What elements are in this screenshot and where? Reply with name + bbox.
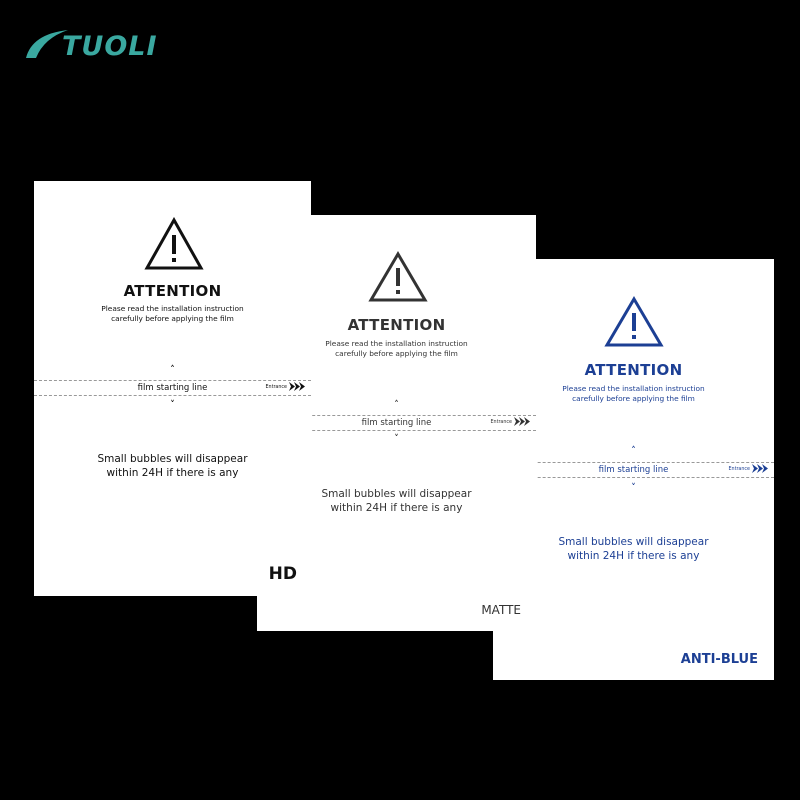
chevron-up-icon: ˄ xyxy=(394,400,399,410)
entrance-marker xyxy=(729,463,769,477)
instruction-line-2: carefully before applying the film xyxy=(572,394,695,403)
instruction-line-1: Please read the installation instruction xyxy=(325,339,468,348)
film-card-hd xyxy=(34,181,311,596)
chevron-down-icon: ˅ xyxy=(170,400,175,410)
attention-title: ATTENTION xyxy=(347,316,446,334)
film-line-label: film starting line xyxy=(598,465,669,475)
warning-triangle-icon xyxy=(144,217,204,271)
attention-title: ATTENTION xyxy=(584,361,683,379)
chevron-down-icon: ˅ xyxy=(631,483,636,493)
entrance-label: Entrance xyxy=(728,467,750,472)
chevron-down-icon: ˅ xyxy=(394,434,399,444)
product-label-anti-blue: ANTI-BLUE xyxy=(680,652,758,667)
bubbles-line-1: Small bubbles will disappear xyxy=(321,488,472,500)
double-arrow-icon xyxy=(752,464,768,473)
bubbles-line-1: Small bubbles will disappear xyxy=(97,453,248,465)
double-arrow-icon xyxy=(289,382,305,391)
product-label-matte: MATTE xyxy=(481,603,521,617)
chevron-up-icon: ˄ xyxy=(170,365,175,375)
instruction-line-2: carefully before applying the film xyxy=(335,349,458,358)
entrance-marker xyxy=(491,416,531,430)
bubbles-line-1: Small bubbles will disappear xyxy=(558,536,709,548)
film-line-label: film starting line xyxy=(137,383,208,393)
instruction-line-1: Please read the installation instruction xyxy=(562,384,705,393)
entrance-label: Entrance xyxy=(265,385,287,390)
entrance-label: Entrance xyxy=(490,420,512,425)
bubbles-line-2: within 24H if there is any xyxy=(330,502,463,514)
instruction-line-2: carefully before applying the film xyxy=(111,314,234,323)
brand-logo xyxy=(22,24,172,64)
double-arrow-icon xyxy=(514,417,530,426)
film-line-label: film starting line xyxy=(361,418,432,428)
attention-title: ATTENTION xyxy=(123,282,222,300)
chevron-up-icon: ˄ xyxy=(631,446,636,456)
warning-triangle-icon xyxy=(368,251,428,303)
instruction-text xyxy=(34,304,311,324)
bubbles-line-2: within 24H if there is any xyxy=(106,467,239,479)
bubbles-note xyxy=(34,452,311,480)
brand-name: TUOLI xyxy=(62,31,158,62)
bubbles-line-2: within 24H if there is any xyxy=(567,550,700,562)
entrance-marker xyxy=(266,381,306,395)
product-label-hd: HD xyxy=(268,564,297,584)
instruction-line-1: Please read the installation instruction xyxy=(101,304,244,313)
warning-triangle-icon xyxy=(604,296,664,348)
film-starting-line xyxy=(34,380,311,396)
